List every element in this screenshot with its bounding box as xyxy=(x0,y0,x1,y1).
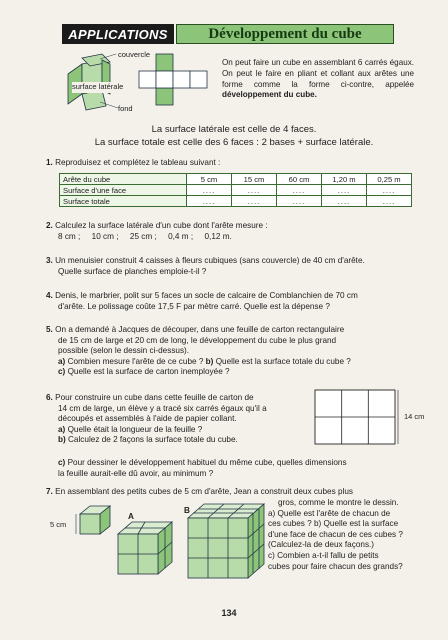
q5-a: Combien mesure l'arête de ce cube ? xyxy=(67,356,204,366)
definitions xyxy=(64,123,404,149)
q6-line3: découpés et assemblés à l'aide de papier collant. xyxy=(58,414,237,424)
q5-line1: On a demandé à Jacques de découper, dans une feuille de carton rectangulaire xyxy=(55,325,345,334)
q7-r5: c) Combien a-t-il fallu de petits xyxy=(268,550,379,560)
q6-b-label: b) xyxy=(58,435,66,445)
table-cell: .... xyxy=(277,185,322,196)
q7-r2: ces cubes ? b) Quelle est la surface xyxy=(268,519,399,529)
table-cell: 60 cm xyxy=(277,174,322,185)
q6-c-label: c) xyxy=(58,458,66,467)
q6-sheet-figure xyxy=(314,389,400,447)
q6-line2: 14 cm de large, un élève y a tracé six carrés égaux qu'il a xyxy=(58,403,267,413)
q1-table xyxy=(59,173,412,207)
q5-line2: de 15 cm de large et 20 cm de long, le développement du cube le plus grand xyxy=(58,335,337,345)
q6-dimension-label: 14 cm xyxy=(404,412,425,421)
table-row xyxy=(60,185,412,196)
table-cell: .... xyxy=(367,185,412,196)
q1-text: Reproduisez et complétez le tableau suivant : xyxy=(55,158,221,167)
question-7-right xyxy=(268,498,428,572)
q5-c-label: c) xyxy=(58,367,66,377)
intro-text: On peut faire un cube en assemblant 6 carrés égaux. On peut le faire en pliant et collant aux arêtes une forme comme la forme ci-contre, appelée xyxy=(222,58,414,89)
question-7 xyxy=(46,487,431,498)
q7-small-label: 5 cm xyxy=(50,520,67,529)
page-title: Développement du cube xyxy=(176,24,394,44)
question-3 xyxy=(46,256,426,277)
q7-r3: d'une face de chacun de ces cubes ? xyxy=(268,529,403,539)
q7-r4: (Calculez-la de deux façons.) xyxy=(268,540,375,550)
q6-c1: Pour dessiner le développement habituel du même cube, quelles dimensions xyxy=(67,458,347,467)
definition-total: La surface totale est celle des 6 faces : 2 bases + surface latérale. xyxy=(94,137,374,148)
table-row xyxy=(60,174,412,185)
q7-line2: gros, comme le montre le dessin. xyxy=(278,498,399,507)
table-cell: .... xyxy=(232,196,277,207)
q7-r1: a) Quelle est l'arête de chacun de xyxy=(268,508,391,518)
label-lid: couvercle xyxy=(118,50,151,59)
q1-number: 1. xyxy=(46,158,53,167)
q5-number: 5. xyxy=(46,325,53,334)
q7-r6: cubes pour faire chacun des grands? xyxy=(268,561,403,571)
question-4 xyxy=(46,291,431,312)
q7-cube-a-label: A xyxy=(128,512,134,521)
table-cell: 0,25 m xyxy=(367,174,412,185)
q3-line1: Un menuisier construit 4 caisses à fleurs cubiques (sans couvercle) de 40 cm d'arête. xyxy=(55,256,365,265)
label-bottom: fond xyxy=(118,104,133,113)
table-cell: .... xyxy=(232,185,277,196)
q2-number: 2. xyxy=(46,221,53,230)
question-1 xyxy=(46,158,406,169)
q6-line1: Pour construire un cube dans cette feuille de carton de xyxy=(55,393,254,402)
question-6 xyxy=(46,393,316,446)
definition-lateral: La surface latérale est celle de 4 faces. xyxy=(151,124,317,135)
table-cell: .... xyxy=(187,185,232,196)
q5-a-label: a) xyxy=(58,356,66,366)
q4-number: 4. xyxy=(46,291,53,300)
q7-cube-b-label: B xyxy=(184,506,190,515)
intro-paragraph xyxy=(222,58,414,101)
q5-b: Quelle est la surface totale du cube ? xyxy=(215,356,351,366)
page-number: 134 xyxy=(221,608,237,618)
section-label: APPLICATIONS xyxy=(62,24,174,44)
q4-line1: Denis, le marbrier, polit sur 5 faces un socle de calcaire de Comblanchien de 70 cm xyxy=(55,291,358,300)
question-5 xyxy=(46,325,431,378)
q2-line1: Calculez la surface latérale d'un cube dont l'arête mesure : xyxy=(55,221,268,230)
table-cell: .... xyxy=(322,196,367,207)
q5-line3: possible (selon le dessin ci-dessus). xyxy=(58,346,190,356)
table-cell: .... xyxy=(277,196,322,207)
q5-b-label: b) xyxy=(205,356,214,366)
q5-c: Quelle est la surface de carton inemployée ? xyxy=(67,367,230,377)
q6-a-label: a) xyxy=(58,424,66,434)
table-cell: .... xyxy=(367,196,412,207)
q7-line1: En assemblant des petits cubes de 5 cm d'arête, Jean a construit deux cubes plus xyxy=(55,487,353,496)
q7-cubes-figure xyxy=(58,500,268,610)
table-cell: 5 cm xyxy=(187,174,232,185)
q6-b: Calculez de 2 façons la surface totale du cube. xyxy=(68,435,238,445)
q7-number: 7. xyxy=(46,487,53,496)
question-2 xyxy=(46,221,416,242)
q6-c2: la feuille aurait-elle dû avoir, au minimum ? xyxy=(58,468,214,478)
table-cell: 15 cm xyxy=(232,174,277,185)
table-cell: Surface d'une face xyxy=(60,185,187,196)
table-cell: .... xyxy=(187,196,232,207)
q4-line2: d'arête. Le polissage coûte 17,5 F par mètre carré. Quelle est la dépense ? xyxy=(58,301,330,311)
table-cell: .... xyxy=(322,185,367,196)
q6-number: 6. xyxy=(46,393,53,402)
q3-number: 3. xyxy=(46,256,53,265)
q6-a: Quelle était la longueur de la feuille ? xyxy=(67,424,203,434)
q3-line2: Quelle surface de planches emploie-t-il ? xyxy=(58,266,207,276)
q2-line2: 8 cm ; 10 cm ; 25 cm ; 0,4 m ; 0,12 m. xyxy=(58,231,232,241)
table-cell: Arête du cube xyxy=(60,174,187,185)
intro-bold: développement du cube. xyxy=(222,90,317,100)
table-row xyxy=(60,196,412,207)
question-6c xyxy=(58,458,428,479)
table-cell: 1,20 m xyxy=(322,174,367,185)
label-side: surface latérale xyxy=(72,82,124,91)
table-cell: Surface totale xyxy=(60,196,187,207)
